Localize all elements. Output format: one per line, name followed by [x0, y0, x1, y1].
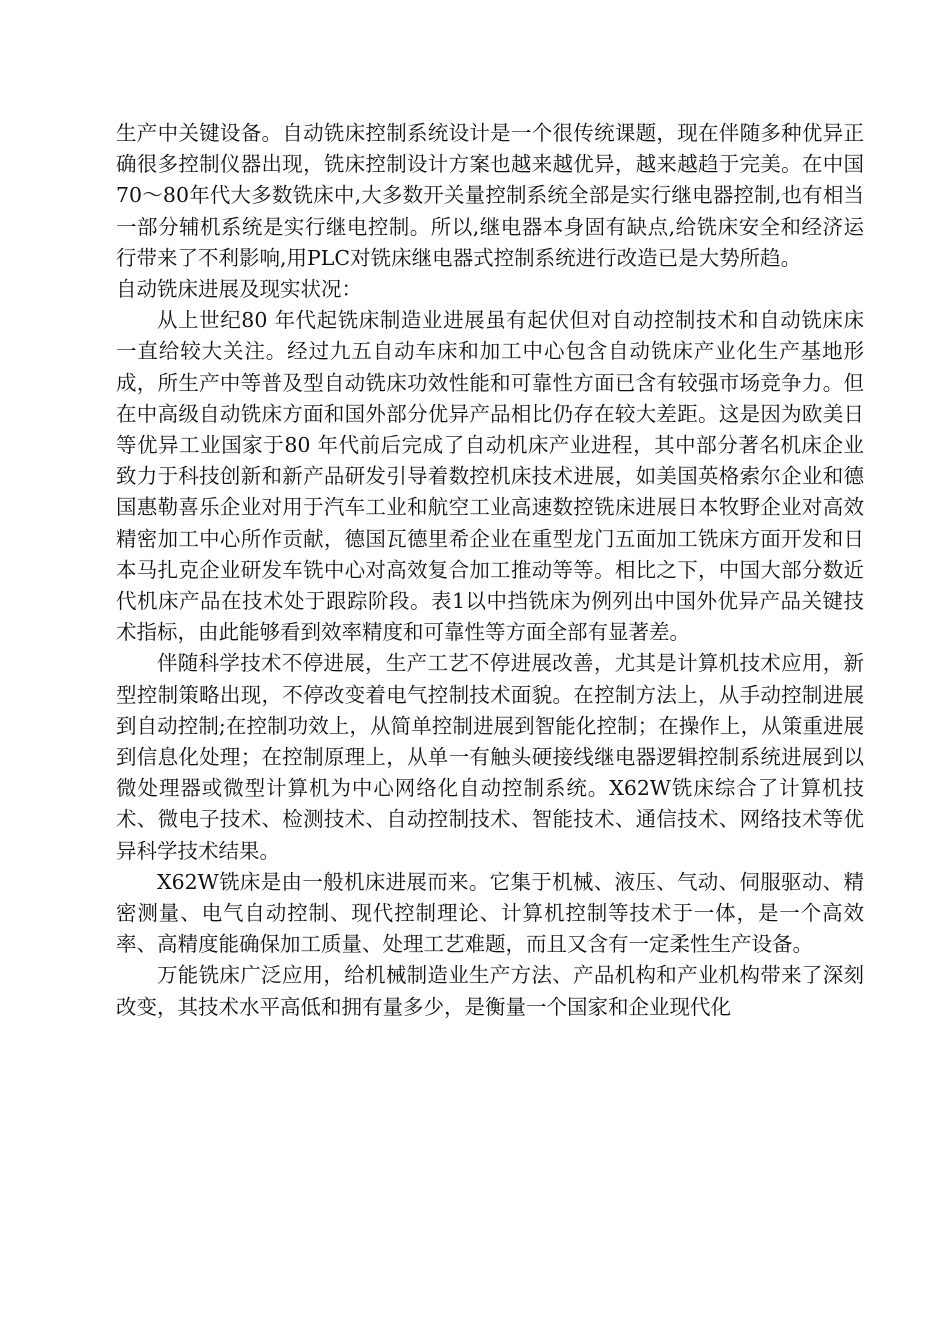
- paragraph-x62w-description: X62W铣床是由一般机床进展而来。它集于机械、液压、气动、伺服驱动、精密测量、电气自动控制、现代控制理论、计算机控制等技术于一体，是一个高效率、高精度能确保加工质量、处理工艺难题，而且又含有一定柔性生产设备。: [116, 869, 864, 957]
- section-heading-milling-status: 自动铣床进展及现实状况：: [116, 277, 362, 302]
- paragraph-universal-milling-application: 万能铣床广泛应用，给机械制造业生产方法、产品机构和产业机构带来了深刻改变，其技术水平高低和拥有量多少，是衡量一个国家和企业现代化: [116, 963, 864, 1019]
- paragraph-industry-history: 从上世纪80 年代起铣床制造业进展虽有起伏但对自动控制技术和自动铣床床一直给较大关注。经过九五自动车床和加工中心包含自动铣床产业化生产基地形成，所生产中等普及型自动铣床功效性能和可靠性方面已含有较强市场竞争力。但在中高级自动铣床方面和国外部分优异产品相比仍存在较大差距。这是因为欧美日等优异工业国家于80 年代前后完成了自动机床产业进程，其中部分著名机床企业致力于科技创新和新产品研发引导着数控机床技术进展，如美国英格索尔企业和德国惠勒喜乐企业对用于汽车工业和航空工业高速数控铣床进展日本牧野企业对高效精密加工中心所作贡献，德国瓦德里希企业在重型龙门五面加工铣床方面开发和日本马扎克企业研发车铣中心对高效复合加工推动等等。相比之下，中国大部分数近代机床产品在技术处于跟踪阶段。表1以中挡铣床为例列出中国外优异产品关键技术指标，由此能够看到效率精度和可靠性等方面全部有显著差。: [116, 308, 864, 645]
- document-body: [116, 118, 864, 1023]
- paragraph-technology-development: 伴随科学技术不停进展，生产工艺不停进展改善，尤其是计算机技术应用，新型控制策略出现，不停改变着电气控制技术面貌。在控制方法上，从手动控制进展到自动控制;在控制功效上，从简单控制进展到智能化控制；在操作上，从策重进展到信息化处理；在控制原理上，从单一有触头硬接线继电器逻辑控制系统进展到以微处理器或微型计算机为中心网络化自动控制系统。X62W铣床综合了计算机技术、微电子技术、检测技术、自动控制技术、智能技术、通信技术、网络技术等优异科学技术结果。: [116, 651, 864, 863]
- paragraph-intro-continuation: 生产中关键设备。自动铣床控制系统设计是一个很传统课题，现在伴随多种优异正确很多控制仪器出现，铣床控制设计方案也越来越优异，越来越趋于完美。在中国70～80年代大多数铣床中,大多数开关量控制系统全部是实行继电器控制,也有相当一部分辅机系统是实行继电控制。所以,继电器本身固有缺点,给铣床安全和经济运行带来了不利影响,用PLC对铣床继电器式控制系统进行改造已是大势所趋。: [116, 121, 864, 270]
